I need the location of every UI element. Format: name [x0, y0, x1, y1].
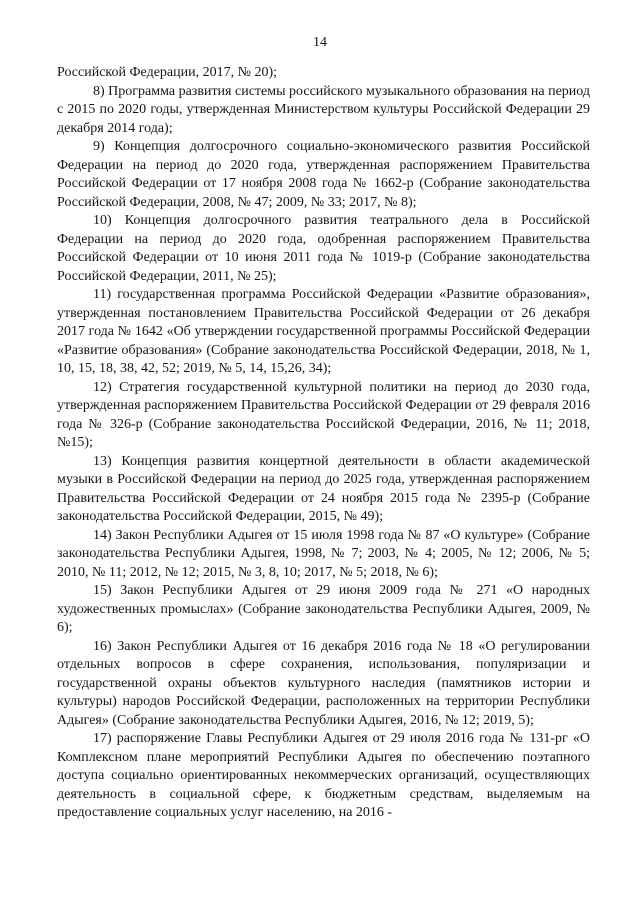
paragraph-item-10: 10) Концепция долгосрочного развития театрального дела в Российской Федерации на период до 2020 года, одобренная распоряжением Правительства Российской Федерации от 10 июня 2011 года № 1019-р (Собрание законодательства Российской Федерации, 2011, № 25); [57, 213, 590, 284]
paragraph-item-14: 14) Закон Республики Адыгея от 15 июля 1998 года № 87 «О культуре» (Собрание законодательства Республики Адыгея, 1998, № 7; 2003, № 4; 2005, № 12; 2006, № 5; 2010, № 11; 2012, № 12; 2015, № 3, 8, 10; 2017, № 5; 2018, № 6); [57, 527, 590, 580]
paragraph-item-17: 17) распоряжение Главы Республики Адыгея от 29 июля 2016 года № 131-рг «О Комплексном плане мероприятий Республики Адыгея по обеспечению поэтапного доступа социально ориентированных некоммерческих организаций, осуществляющих деятельность в социальной сфере, к бюджетным средствам, выделяемым на предоставление социальных услуг населению, на 2016 - [57, 731, 590, 820]
document-body [57, 64, 590, 823]
paragraph-item-9: 9) Концепция долгосрочного социально-экономического развития Российской Федерации на период до 2020 года, утвержденная распоряжением Правительства Российской Федерации от 17 ноября 2008 года № 1662-р (Собрание законодательства Российской Федерации, 2008, № 47; 2009, № 33; 2017, № 8); [57, 139, 590, 210]
paragraph-item-11: 11) государственная программа Российской Федерации «Развитие образования», утвержденная постановлением Правительства Российской Федерации от 26 декабря 2017 года № 1642 «Об утверждении государственной программы Российской Федерации «Развитие образования» (Собрание законодательства Российской Федерации, 2018, № 1, 10, 15, 18, 38, 42, 52; 2019, № 5, 14, 15,26, 34); [57, 287, 590, 376]
page-number: 14 [313, 35, 327, 50]
paragraph-item-12: 12) Стратегия государственной культурной политики на период до 2030 года, утвержденная распоряжением Правительства Российской Федерации от 29 февраля 2016 года № 326-р (Собрание законодательства Российской Федерации, 2016, № 11; 2018, №15); [57, 379, 590, 450]
paragraph-continuation: Российской Федерации, 2017, № 20); [57, 65, 278, 80]
paragraph-item-16: 16) Закон Республики Адыгея от 16 декабря 2016 года № 18 «О регулировании отдельных вопросов в сфере сохранения, использования, популяризации и государственной охраны объектов культурного наследия (памятников истории и культуры) народов Российской Федерации, расположенных на территории Республики Адыгея» (Собрание законодательства Республики Адыгея, 2016, № 12; 2019, 5); [57, 638, 590, 728]
paragraph-item-13: 13) Концепция развития концертной деятельности в области академической музыки в Российской Федерации на период до 2025 года, утвержденная распоряжением Правительства Российской Федерации от 24 ноября 2015 года № 2395-р (Собрание законодательства Российской Федерации, 2015, № 49); [57, 453, 590, 524]
paragraph-item-8: 8) Программа развития системы российского музыкального образования на период с 2015 по 2020 годы, утвержденная Министерством культуры Российской Федерации 29 декабря 2014 года); [57, 83, 590, 136]
paragraph-item-15: 15) Закон Республики Адыгея от 29 июня 2009 года № 271 «О народных художественных промыслах» (Собрание законодательства Республики Адыгея, 2009, № 6); [57, 583, 590, 635]
